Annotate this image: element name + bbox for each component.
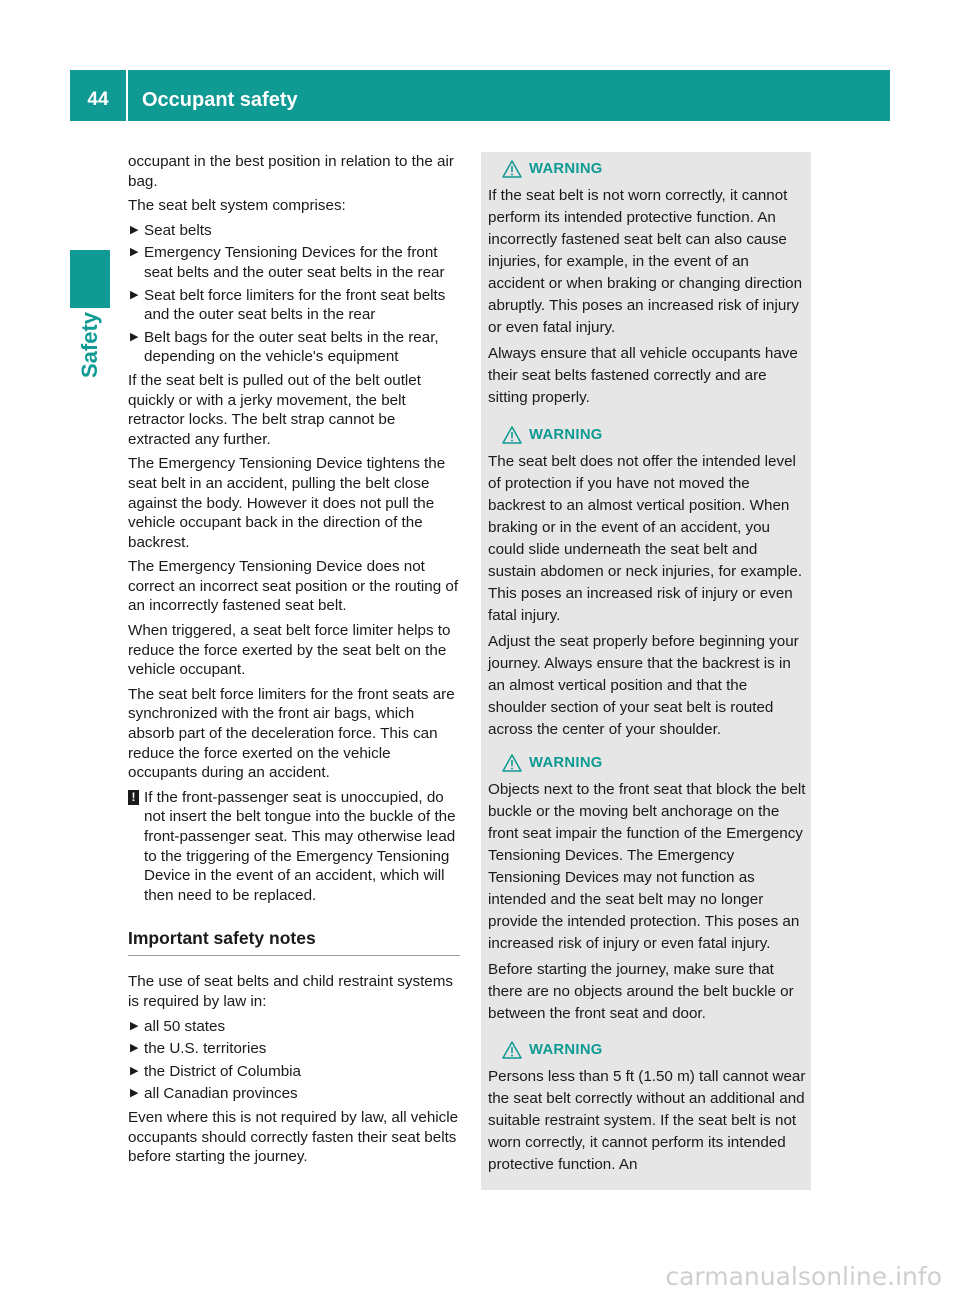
triangle-bullet-icon: ▶ <box>130 1019 139 1032</box>
warning-triangle-icon <box>502 160 522 178</box>
warning-box <box>481 746 811 1039</box>
list-item: ▶ Seat belts <box>130 221 212 239</box>
triangle-bullet-icon: ▶ <box>130 223 139 236</box>
header-divider <box>126 70 128 121</box>
paragraph: The seat belt force limiters for the front seats are synchronized with the front air bags, which absorb part of the deceleration force. This can reduce the force exerted on the vehicle occupants during an accident. <box>128 685 455 782</box>
warning-text: If the seat belt is not worn correctly, it cannot perform its intended protective function. An incorrectly fastened seat belt can also cause injuries, for example, in the event of an accident or when braking or changing direction abruptly. This poses an increased risk of injury or even fatal injury. <box>488 187 803 336</box>
notice-text: If the front-passenger seat is unoccupied, do not insert the belt tongue into the buckle of the front-passenger seat. This may otherwise lead to the triggering of the Emergency Tensioning Device in the event of an accident, which will then need to be replaced. <box>144 788 456 904</box>
paragraph: If the seat belt is pulled out of the belt outlet quickly or with a jerky movement, the belt retractor locks. The belt strap cannot be extracted any further. <box>128 371 421 448</box>
triangle-bullet-icon: ▶ <box>130 1042 139 1055</box>
triangle-bullet-icon: ▶ <box>130 330 139 343</box>
warning-text: Before starting the journey, make sure that there are no objects around the belt buckle or between the front seat and door. <box>488 961 794 1022</box>
page-header <box>70 70 890 121</box>
paragraph: The use of seat belts and child restraint systems is required by law in: <box>128 973 453 1010</box>
warning-triangle-icon <box>502 1041 522 1059</box>
warning-triangle-icon <box>502 754 522 772</box>
list-item: ▶ the District of Columbia <box>130 1062 301 1080</box>
warning-box <box>481 152 811 423</box>
list-item: ▶ the U.S. territories <box>130 1040 267 1058</box>
left-column <box>128 152 460 1172</box>
paragraph: When triggered, a seat belt force limiter helps to reduce the force exerted by the seat belt on the vehicle occupant. <box>128 622 451 679</box>
warning-header <box>488 1039 806 1063</box>
warning-text: Objects next to the front seat that block the belt buckle or the moving belt anchorage on the front seat impair the function of the Emergency Tensioning Devices. The Emergency Tensioning Devices may not function as intended and the seat belt may no longer provide the intended protection. This poses an increased risk of injury or even fatal injury. <box>488 781 806 952</box>
components-list <box>128 221 460 367</box>
list-item: ▶ Belt bags for the outer seat belts in the rear, depending on the vehicle's equipment <box>130 328 439 366</box>
paragraph: occupant in the best position in relation to the air bag. <box>128 153 454 190</box>
list-item: ▶ all Canadian provinces <box>130 1085 298 1103</box>
paragraph: The seat belt system comprises: <box>128 197 346 215</box>
paragraph: The Emergency Tensioning Device tightens the seat belt in an accident, pulling the belt close against the body. However it does not pull the vehicle occupant back in the direction of the backrest. <box>128 455 446 551</box>
watermark: carmanualsonline.info <box>665 1262 942 1291</box>
list-item: ▶ Seat belt force limiters for the front seat belts and the outer seat belts in the rear <box>130 286 446 324</box>
warning-triangle-icon <box>502 426 522 444</box>
exclamation-icon: ! <box>128 790 139 805</box>
warning-title: WARNING <box>529 1042 603 1058</box>
warning-header <box>488 424 806 448</box>
subheading: Important safety notes <box>128 927 460 956</box>
warning-text: Always ensure that all vehicle occupants have their seat belts fastened correctly and are sitting properly. <box>488 345 798 406</box>
side-tab-marker <box>70 250 110 308</box>
paragraph: The Emergency Tensioning Device does not correct an incorrect seat position or the routing of an incorrectly fastened seat belt. <box>128 558 459 615</box>
triangle-bullet-icon: ▶ <box>130 1064 139 1077</box>
warning-header <box>488 158 806 182</box>
warning-box <box>481 1033 811 1190</box>
side-tab-label: Safety <box>77 311 102 379</box>
page-number: 44 <box>87 89 109 110</box>
section-title: Occupant safety <box>142 89 298 111</box>
warning-text: Persons less than 5 ft (1.50 m) tall cannot wear the seat belt correctly without an additional and suitable restraint system. If the seat belt is not worn correctly, it cannot perform its intended protective function. An <box>488 1068 806 1173</box>
list-item: ▶ all 50 states <box>130 1017 226 1035</box>
warning-text: The seat belt does not offer the intended level of protection if you have not moved the backrest to an almost vertical position. When braking or in the event of an accident, you could slide underneath the seat belt and sustain abdomen or neck injuries, for example. This poses an increased risk of injury or even fatal injury. <box>488 453 803 624</box>
warning-box <box>481 418 811 755</box>
jurisdictions-list <box>128 1017 460 1104</box>
triangle-bullet-icon: ▶ <box>130 288 139 301</box>
warning-title: WARNING <box>529 161 603 177</box>
warning-header <box>488 752 806 776</box>
paragraph: Even where this is not required by law, all vehicle occupants should correctly fasten their seat belts before starting the journey. <box>128 1108 459 1166</box>
list-item: ▶ Emergency Tensioning Devices for the front seat belts and the outer seat belts in the rear <box>130 244 445 281</box>
triangle-bullet-icon: ▶ <box>130 246 139 259</box>
warning-text: Adjust the seat properly before beginning your journey. Always ensure that the backrest is in an almost vertical position and that the shoulder section of your seat belt is routed across the center of your shoulder. <box>488 633 799 738</box>
triangle-bullet-icon: ▶ <box>130 1087 139 1100</box>
warning-title: WARNING <box>529 427 603 443</box>
notice <box>128 788 460 906</box>
warning-title: WARNING <box>529 755 603 771</box>
